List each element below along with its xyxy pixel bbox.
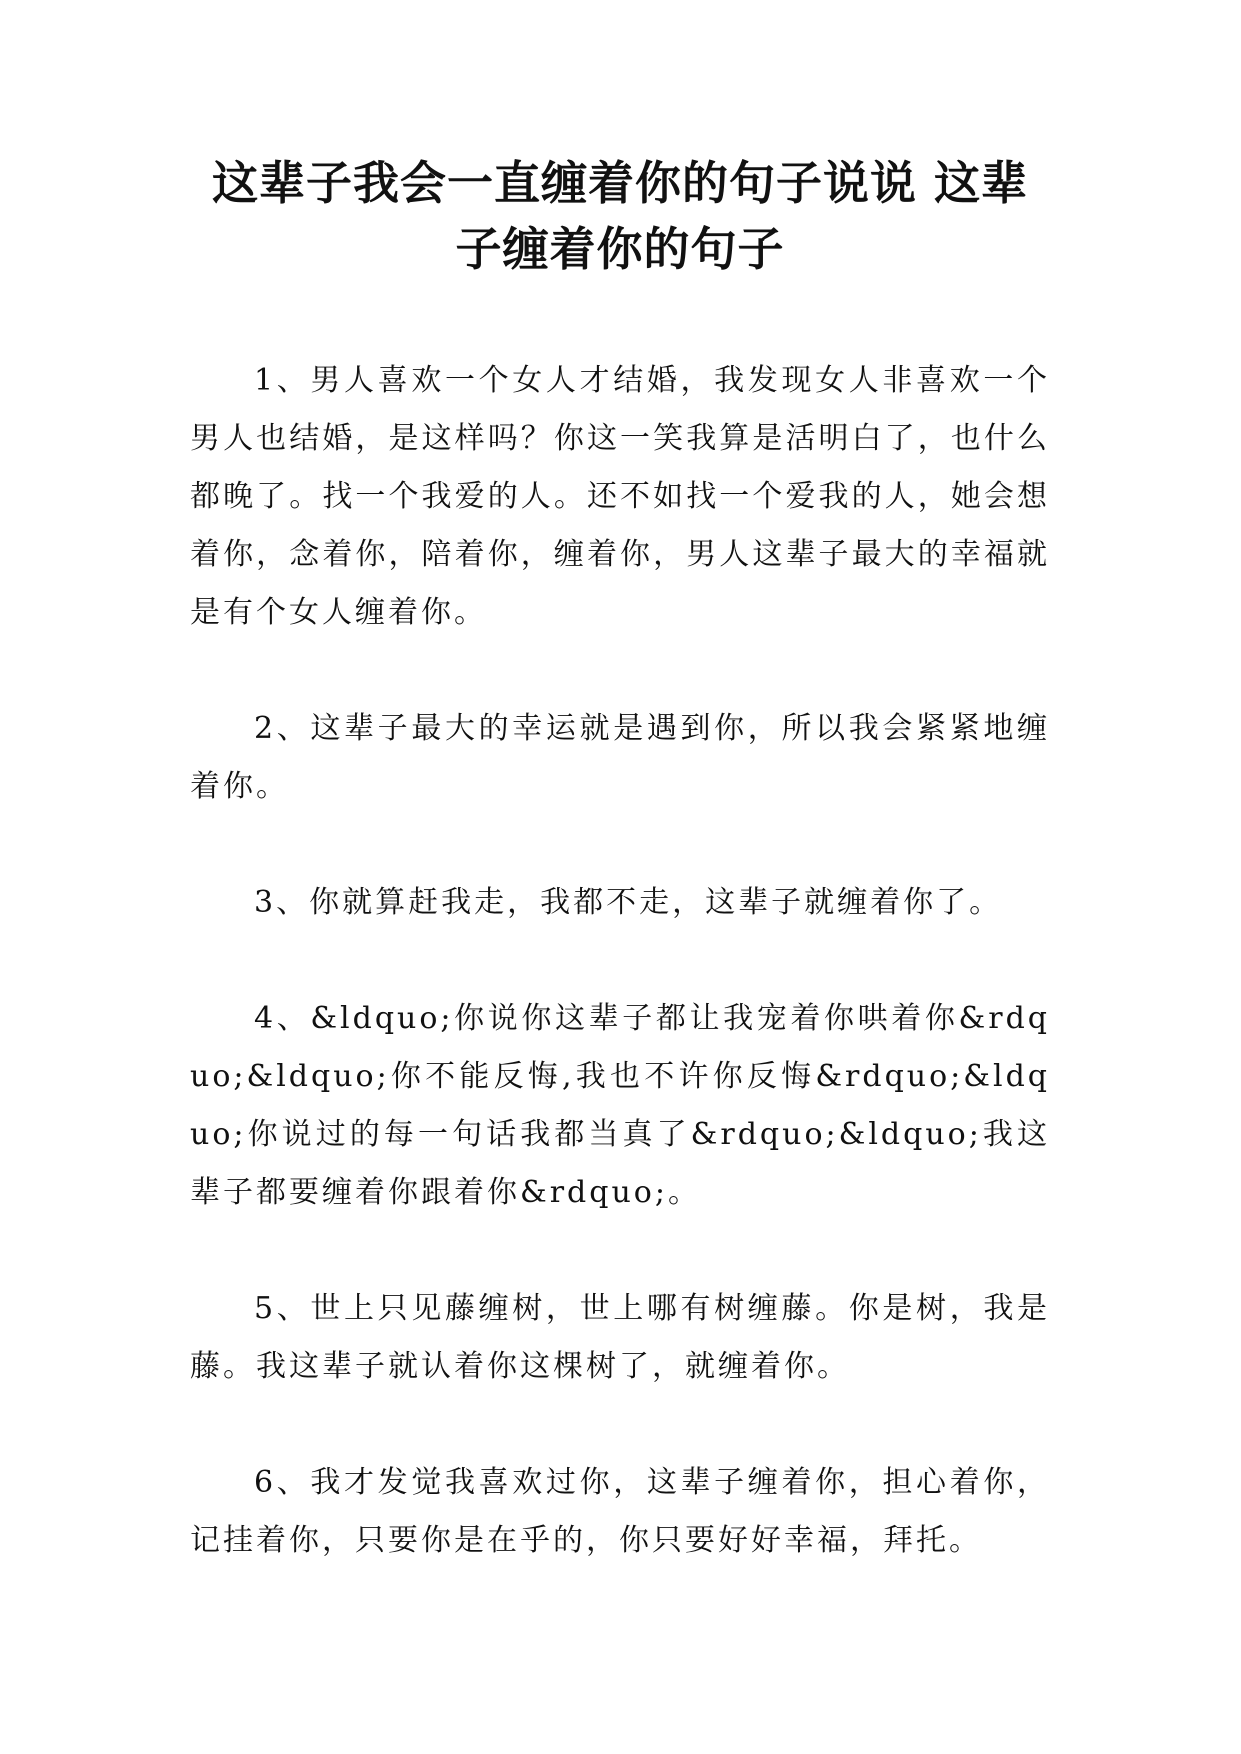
paragraph-4: 4、&ldquo;你说你这辈子都让我宠着你哄着你&rdquo;&ldquo;你不能反悔,我也不许你反悔&rdquo;&ldquo;你说过的每一句话我都当真了&rdquo;&ldquo;我这辈子都要缠着你跟着你&rdquo;。 xyxy=(190,1001,1050,1210)
document-title: 这辈子我会一直缠着你的句子说说 这辈子缠着你的句子 xyxy=(211,156,1028,276)
document-body xyxy=(190,352,1050,1628)
paragraph-5: 5、世上只见藤缠树，世上哪有树缠藤。你是树，我是藤。我这辈子就认着你这棵树了，就缠着你。 xyxy=(190,1291,1050,1384)
paragraph-3: 3、你就算赶我走，我都不走，这辈子就缠着你了。 xyxy=(254,885,1003,920)
paragraph-6: 6、我才发觉我喜欢过你，这辈子缠着你，担心着你，记挂着你，只要你是在乎的，你只要好好幸福，拜托。 xyxy=(190,1465,1050,1558)
paragraph-1: 1、男人喜欢一个女人才结婚，我发现女人非喜欢一个男人也结婚，是这样吗？你这一笑我算是活明白了，也什么都晚了。找一个我爱的人。还不如找一个爱我的人，她会想着你，念着你，陪着你，缠着你，男人这辈子最大的幸福就是有个女人缠着你。 xyxy=(190,363,1050,630)
paragraph-2: 2、这辈子最大的幸运就是遇到你，所以我会紧紧地缠着你。 xyxy=(190,711,1050,804)
